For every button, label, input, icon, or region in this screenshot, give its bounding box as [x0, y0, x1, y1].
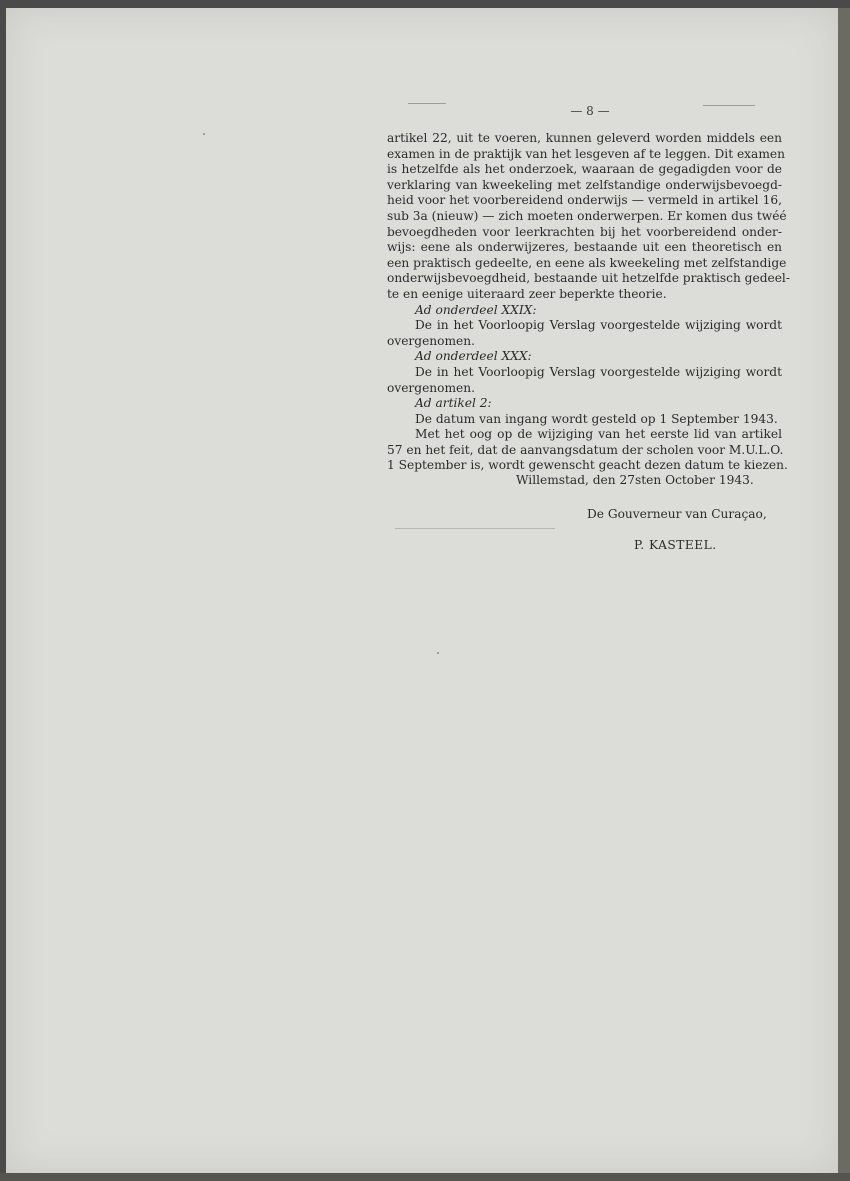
section-line: De in het Voorloopig Verslag voorgestelde wijziging wordt: [415, 364, 782, 379]
section-line: 57 en het feit, dat de aanvangsdatum der scholen voor M.U.L.O.: [387, 442, 784, 457]
body-line: bevoegdheden voor leerkrachten bij het voorbereidend onder-: [387, 224, 782, 239]
section-line: overgenomen.: [387, 333, 475, 348]
ink-smudge: [703, 105, 755, 106]
ink-speck: [437, 652, 439, 654]
page-number: — 8 —: [570, 104, 610, 118]
section-line: De in het Voorloopig Verslag voorgestelde wijziging wordt: [415, 318, 782, 333]
section-line: De datum van ingang wordt gesteld op 1 September 1943.: [415, 411, 778, 426]
section-line: Met het oog op de wijziging van het eerste lid van artikel: [415, 427, 782, 442]
body-line: heid voor het voorbereidend onderwijs — vermeld in artikel 16,: [387, 193, 782, 208]
ink-speck: [203, 133, 205, 135]
section-heading: Ad artikel 2:: [415, 396, 492, 411]
page-edge-right: [838, 8, 850, 1181]
signatory-title: De Gouverneur van Curaçao,: [587, 507, 767, 521]
page-edge-bottom: [0, 1173, 850, 1181]
body-text: [387, 131, 790, 474]
body-line: wijs: eene als onderwijzeres, bestaande uit een theoretisch en: [387, 240, 782, 255]
body-line: onderwijsbevoegdheid, bestaande uit hetzelfde praktisch gedeel-: [387, 271, 790, 286]
section-heading: Ad onderdeel XXX:: [415, 349, 532, 364]
body-line: is hetzelfde als het onderzoek, waaraan de gegadigden voor de: [387, 162, 782, 177]
section-line: 1 September is, wordt gewenscht geacht dezen datum te kiezen.: [387, 458, 788, 473]
body-line: artikel 22, uit te voeren, kunnen geleverd worden middels een: [387, 131, 782, 145]
ink-smudge: [408, 103, 446, 104]
ink-smudge: [395, 528, 555, 529]
body-line: een praktisch gedeelte, en eene als kweekeling met zelfstandige: [387, 255, 787, 270]
place-and-date: Willemstad, den 27sten October 1943.: [516, 473, 754, 487]
signatory-name: P. KASTEEL.: [634, 538, 717, 552]
body-line: examen in de praktijk van het lesgeven af te leggen. Dit examen: [387, 146, 785, 161]
body-line: verklaring van kweekeling met zelfstandige onderwijsbevoegd-: [387, 177, 782, 192]
section-heading: Ad onderdeel XXIX:: [415, 302, 537, 317]
body-line: sub 3a (nieuw) — zich moeten onderwerpen. Er komen dus twéé: [387, 208, 787, 223]
section-line: overgenomen.: [387, 380, 475, 395]
body-line: te en eenige uiteraard zeer beperkte theorie.: [387, 286, 667, 301]
